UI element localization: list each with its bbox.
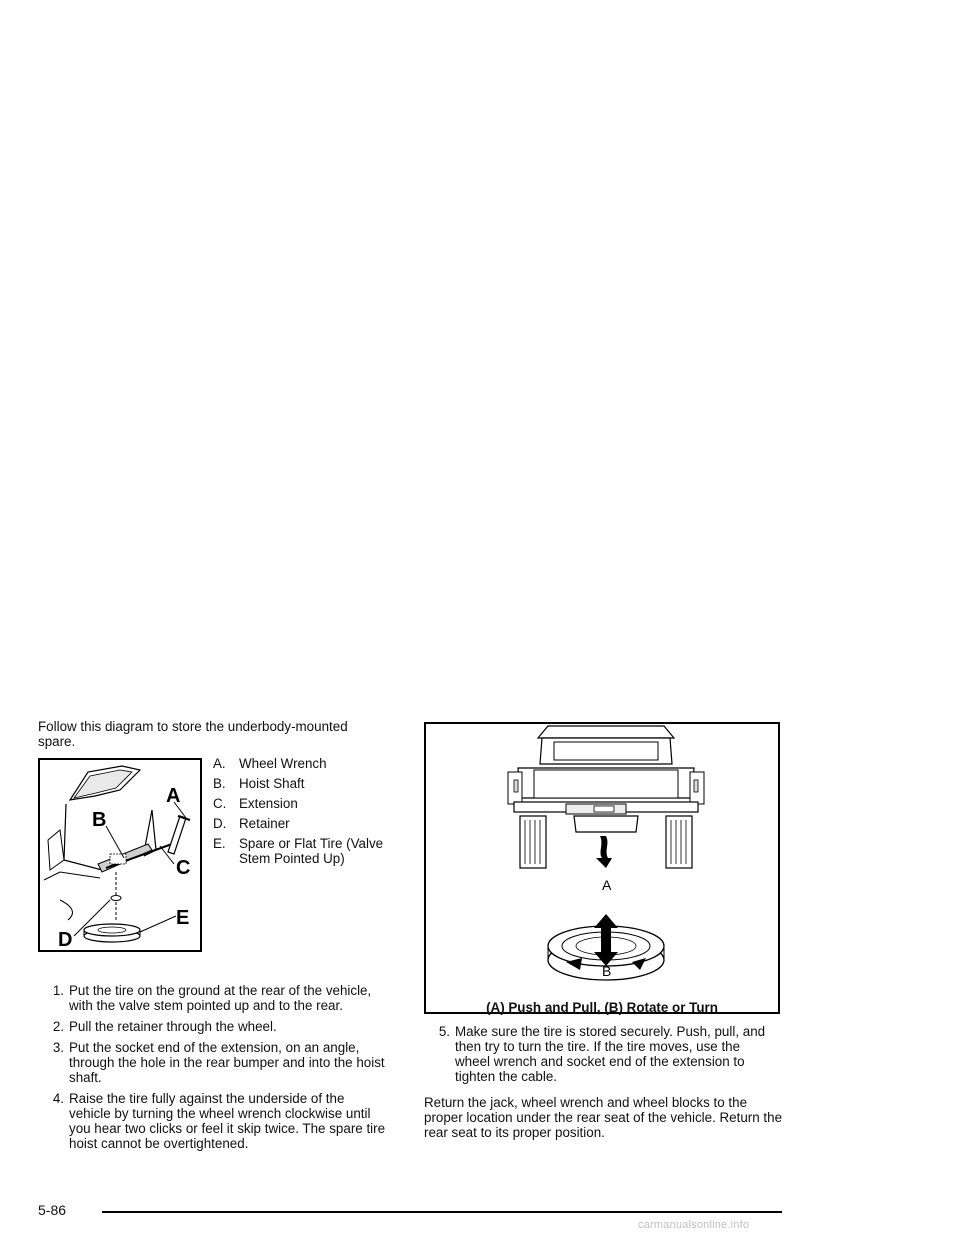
legend-text: Spare or Flat Tire (Valve Stem Pointed Up) <box>239 836 384 866</box>
step-item <box>424 1024 784 1084</box>
step-number: 5. <box>438 1024 450 1039</box>
diagram-legend <box>213 756 403 871</box>
label-b: B <box>92 809 107 831</box>
legend-letter: B. <box>213 776 226 791</box>
step-item <box>38 1019 398 1034</box>
legend-item <box>213 756 403 771</box>
legend-item <box>213 836 403 866</box>
label-a: A <box>602 877 612 893</box>
label-b: B <box>602 963 612 979</box>
step-text: Put the socket end of the extension, on an angle, through the hole in the rear bumper and into the hoist shaft. <box>69 1040 385 1085</box>
step-item <box>38 983 398 1013</box>
legend-text: Extension <box>239 796 298 811</box>
intro-paragraph: Follow this diagram to store the underbody-mounted spare. <box>38 719 348 749</box>
step-text: Put the tire on the ground at the rear of the vehicle, with the valve stem pointed up and to the rear. <box>69 983 372 1013</box>
watermark: carmanualsonline.info <box>638 1219 750 1231</box>
label-e: E <box>176 907 190 929</box>
legend-letter: E. <box>213 836 226 851</box>
legend-text: Wheel Wrench <box>239 756 327 771</box>
step-text: Make sure the tire is stored securely. Push, pull, and then try to turn the tire. If the tire moves, use the wheel wrench and socket end of the extension to tighten the cable. <box>455 1024 766 1084</box>
label-a: A <box>166 785 181 807</box>
step-text: Pull the retainer through the wheel. <box>69 1019 277 1034</box>
figure-caption: (A) Push and Pull, (B) Rotate or Turn <box>486 1000 718 1015</box>
legend-letter: A. <box>213 756 226 771</box>
footer-rule <box>102 1211 782 1213</box>
legend-letter: C. <box>213 796 227 811</box>
label-c: C <box>176 857 191 879</box>
legend-letter: D. <box>213 816 227 831</box>
legend-text: Hoist Shaft <box>239 776 305 791</box>
spare-storage-illustration <box>40 760 200 950</box>
step-item <box>38 1091 398 1151</box>
legend-item <box>213 796 403 811</box>
tire-check-illustration <box>426 724 778 1012</box>
step-number: 2. <box>52 1019 64 1034</box>
label-d: D <box>58 929 73 950</box>
legend-item <box>213 816 403 831</box>
step-number: 3. <box>52 1040 64 1055</box>
step-text: Raise the tire fully against the underside of the vehicle by turning the wheel wrench clockwise until you hear two clicks or feel it skip twice. The spare tire hoist cannot be overtightened. <box>69 1091 386 1151</box>
legend-item <box>213 776 403 791</box>
step-number: 1. <box>52 983 64 998</box>
step-item <box>38 1040 398 1085</box>
legend-text: Retainer <box>239 816 290 831</box>
spare-storage-diagram <box>38 758 202 952</box>
steps-list-left <box>38 983 398 1157</box>
page-number: 5-86 <box>38 1202 67 1218</box>
tire-check-diagram <box>424 722 780 1014</box>
step-number: 4. <box>52 1091 64 1106</box>
closing-paragraph: Return the jack, wheel wrench and wheel blocks to the proper location under the rear seat of the vehicle. Return the rear seat to its proper position. <box>424 1095 783 1140</box>
steps-list-right <box>424 1024 784 1090</box>
